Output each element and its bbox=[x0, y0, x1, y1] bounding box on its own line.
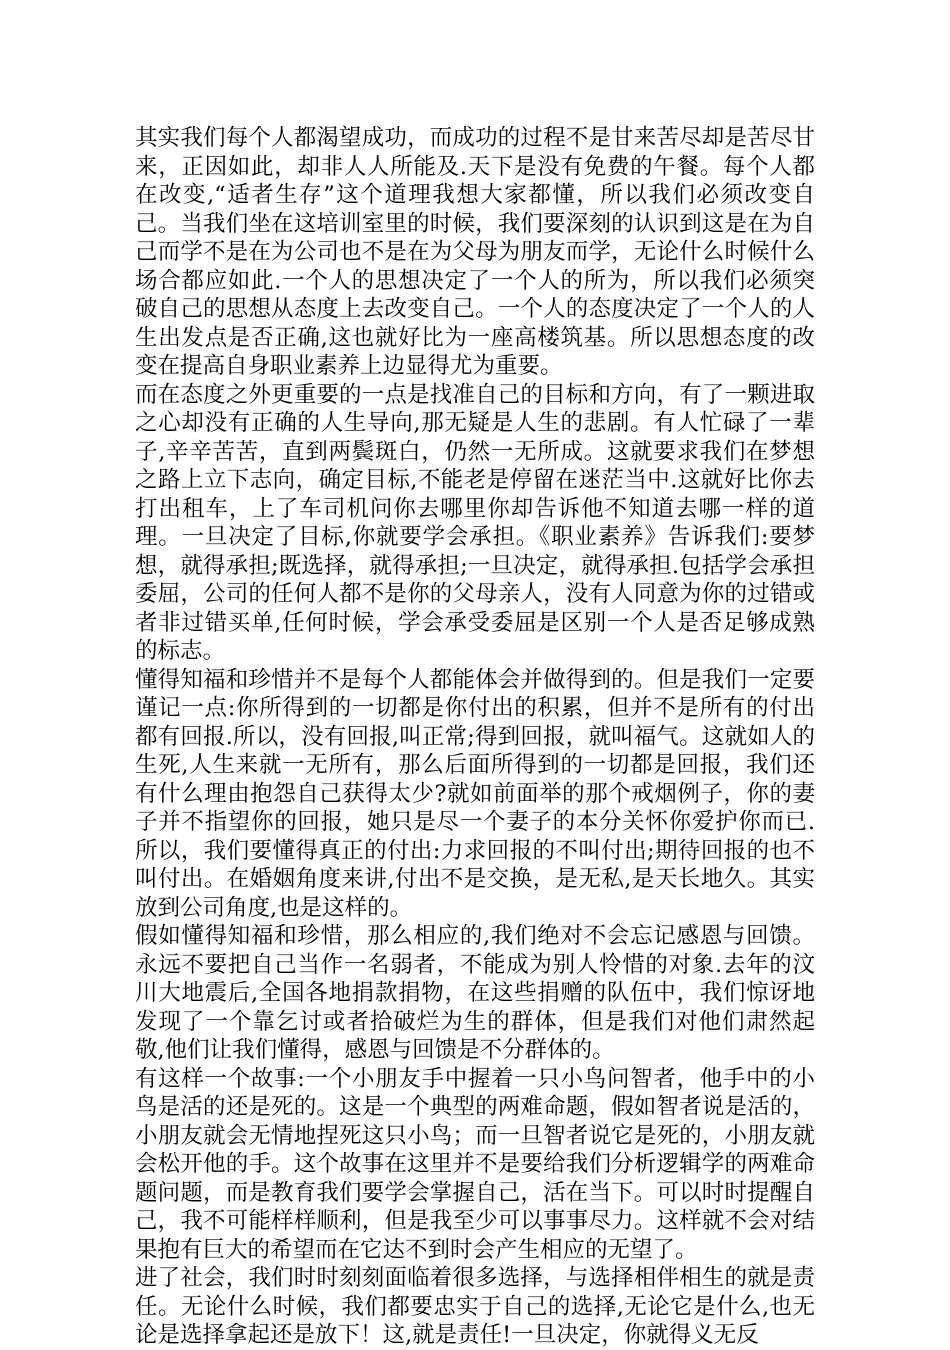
paragraph-success-attitude: 其实我们每个人都渴望成功，而成功的过程不是甘来苦尽却是苦尽甘来，正因如此，却非人人所能及.天下是没有免费的午餐。每个人都在改变,“适者生存”这个道理我想大家都懂，所以我们必须改变自己。当我们坐在这培训室里的时候，我们要深刻的认识到这是在为自己而学不是在为公司也不是在为父母为朋友而学，无论什么时候什么场合都应如此.一个人的思想决定了一个人的所为，所以我们必须突破自己的思想从态度上去改变自己。一个人的态度决定了一个人的人生出发点是否正确,这也就好比为一座高楼筑基。所以思想态度的改变在提高自身职业素养上边显得尤为重要。 bbox=[135, 125, 815, 379]
paragraph-cherish-giving: 懂得知福和珍惜并不是每个人都能体会并做得到的。但是我们一定要谨记一点:你所得到的一切都是你付出的积累，但并不是所有的付出都有回报.所以，没有回报,叫正常;得到回报，就叫福气。这就如人的生死,人生来就一无所有，那么后面所得到的一切都是回报，我们还有什么理由抱怨自己获得太少?就如前面举的那个戒烟例子，你的妻子并不指望你的回报，她只是尽一个妻子的本分关怀你爱护你而已.所以，我们要懂得真正的付出:力求回报的不叫付出;期待回报的也不叫付出。在婚姻角度来讲,付出不是交换，是无私,是天长地久。其实放到公司角度,也是这样的。 bbox=[135, 666, 815, 921]
paragraph-gratitude: 假如懂得知福和珍惜，那么相应的,我们绝对不会忘记感恩与回馈。永远不要把自己当作一名弱者，不能成为别人怜惜的对象.去年的汶川大地震后,全国各地捐款捐物，在这些捐赠的队伍中，我们惊讶地发现了一个靠乞讨或者拾破烂为生的群体，但是我们对他们肃然起敬,他们让我们懂得，感恩与回馈是不分群体的。 bbox=[135, 923, 815, 1063]
paragraph-responsibility: 进了社会，我们时时刻刻面临着很多选择，与选择相伴相生的就是责任。无论什么时候，我们都要忠实于自己的选择,无论它是什么,也无论是选择拿起还是放下！这,就是责任!一旦决定，你就得义无反 bbox=[135, 1265, 815, 1348]
paragraph-goals-direction: 而在态度之外更重要的一点是找准自己的目标和方向，有了一颗进取之心却没有正确的人生导向,那无疑是人生的悲剧。有人忙碌了一辈子,辛辛苦苦，直到两鬓斑白，仍然一无所成。这就要求我们在梦想之路上立下志向，确定目标,不能老是停留在迷茫当中.这就好比你去打出租车，上了车司机问你去哪里你却告诉他不知道去哪一样的道理。一旦决定了目标,你就要学会承担。《职业素养》告诉我们:要梦想，就得承担;既选择，就得承担;一旦决定，就得承担.包括学会承担委屈，公司的任何人都不是你的父母亲人，没有人同意为你的过错或者非过错买单,任何时候，学会承受委屈是区别一个人是否足够成熟的标志。 bbox=[135, 381, 815, 664]
document-page bbox=[135, 124, 815, 1350]
paragraph-bird-story: 有这样一个故事:一个小朋友手中握着一只小鸟问智者，他手中的小鸟是活的还是死的。这是一个典型的两难命题，假如智者说是活的，小朋友就会无情地捏死这只小鸟；而一旦智者说它是死的，小朋友就会松开他的手。这个故事在这里并不是要给我们分析逻辑学的两难命题问题，而是教育我们要学会掌握自己，活在当下。可以时时提醒自己，我不可能样样顺利，但是我至少可以事事尽力。这样就不会对结果抱有巨大的希望而在它达不到时会产生相应的无望了。 bbox=[135, 1065, 815, 1263]
